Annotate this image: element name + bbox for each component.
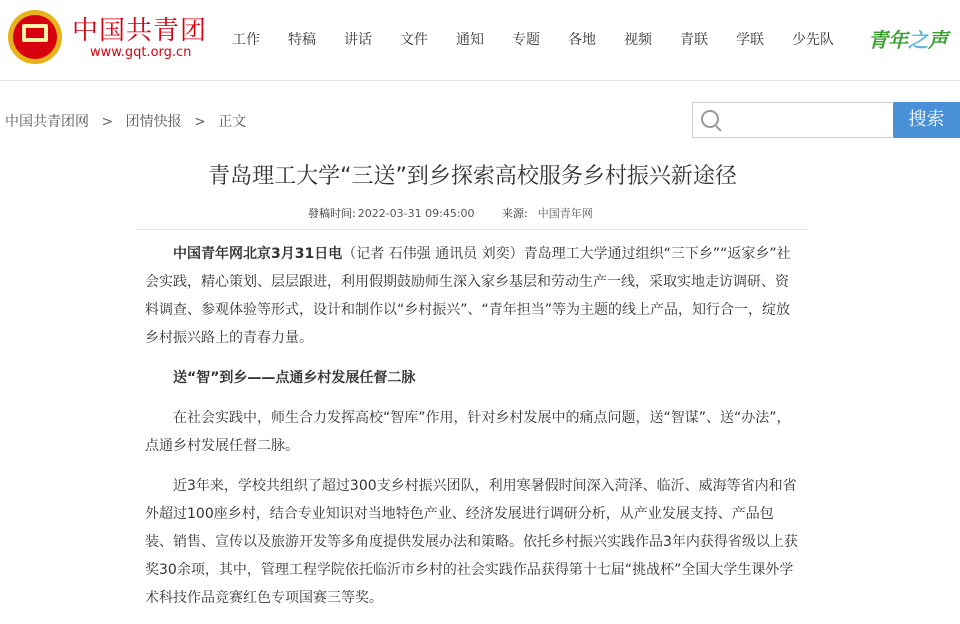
breadcrumb-home[interactable]: 中国共青团网: [5, 114, 89, 130]
breadcrumb-news[interactable]: 团情快报: [125, 114, 182, 130]
search-box: [692, 102, 894, 138]
article-paragraph: 近3年来，学校共组织了超过300支乡村振兴团队，利用寒暑假时间深入菏泽、临沂、威海等省内和省外超过100座乡村，结合专业知识对当地特色产业、经济发展进行调研分析，从产业发展支持、产品包装、销售、宣传以及旅游开发等多角度提供发展办法和策略。依托乡村振兴实践作品3年内获得省级以上获奖30余项，其中，管理工程学院依托临沂市乡村的社会实践作品获得第十七届“挑战杯”全国大学生课外学术科技作品竞赛红色专项国赛三等奖。: [145, 478, 798, 606]
nav-item-regions[interactable]: 各地: [568, 32, 596, 48]
nav-item-student-federation[interactable]: 学联: [736, 32, 764, 48]
youth-voice-logo[interactable]: [868, 24, 948, 53]
search-input[interactable]: [727, 107, 891, 135]
source-value: 中国青年网: [537, 207, 593, 220]
nav-item-work[interactable]: 工作: [232, 32, 260, 48]
nav-item-youth-federation[interactable]: 青联: [680, 32, 708, 48]
nav-item-young-pioneers[interactable]: 少先队: [792, 32, 834, 48]
article-meta: [308, 205, 593, 221]
nav-item-features[interactable]: 特稿: [288, 32, 316, 48]
youth-voice-logo-part1: 青年: [868, 28, 908, 52]
nav-item-topics[interactable]: 专题: [512, 32, 540, 48]
article-title: 青岛理工大学“三送”到乡探索高校服务乡村振兴新途径: [208, 164, 737, 189]
nav-item-videos[interactable]: 视频: [624, 32, 652, 48]
title-divider: [136, 229, 808, 230]
breadcrumb-separator: >: [101, 114, 114, 130]
breadcrumb: [5, 111, 246, 131]
dateline: 中国青年网北京3月31日电: [173, 246, 343, 262]
nav-item-notices[interactable]: 通知: [456, 32, 484, 48]
site-header: [0, 0, 960, 81]
nav-item-documents[interactable]: 文件: [400, 32, 428, 48]
lead-text: （记者 石伟强 通讯员 刘奕）青岛理工大学通过组织“三下乡”“返家乡”社会实践，精心策划、层层跟进，利用假期鼓励师生深入家乡基层和劳动生产一线，采取实地走访调研、资料调查、参观体验等形式，设计和制作以“乡村振兴”、“青年担当”等为主题的线上产品，知行合一，绽放乡村振兴路上的青春力量。: [145, 246, 791, 346]
breadcrumb-current: 正文: [218, 114, 247, 130]
youth-voice-logo-part2: 之: [908, 28, 928, 52]
site-logo-url: www.gqt.org.cn: [90, 45, 192, 60]
publish-time: 2022-03-31 09:45:00: [357, 207, 475, 220]
search-button[interactable]: 搜索: [893, 102, 960, 138]
youth-voice-logo-part3: 声: [928, 28, 948, 52]
main-nav: [232, 29, 834, 49]
search-icon: [701, 110, 719, 128]
youth-league-emblem-icon[interactable]: [8, 10, 62, 64]
source-label: 来源:: [502, 207, 528, 220]
publish-time-label: 發稿时间:: [308, 207, 356, 220]
article-body: [145, 240, 801, 624]
article-lead-paragraph: [145, 240, 801, 352]
article-paragraph: 在社会实践中，师生合力发挥高校“智库”作用，针对乡村发展中的痛点问题，送“智谋”、送“办法”，点通乡村发展任督二脉。: [145, 410, 791, 454]
nav-item-speeches[interactable]: 讲话: [344, 32, 372, 48]
site-logo-title[interactable]: 中国共青团: [72, 16, 208, 46]
breadcrumb-separator: >: [194, 114, 206, 130]
article-subheading: 送“智”到乡——点通乡村发展任督二脉: [173, 370, 416, 386]
